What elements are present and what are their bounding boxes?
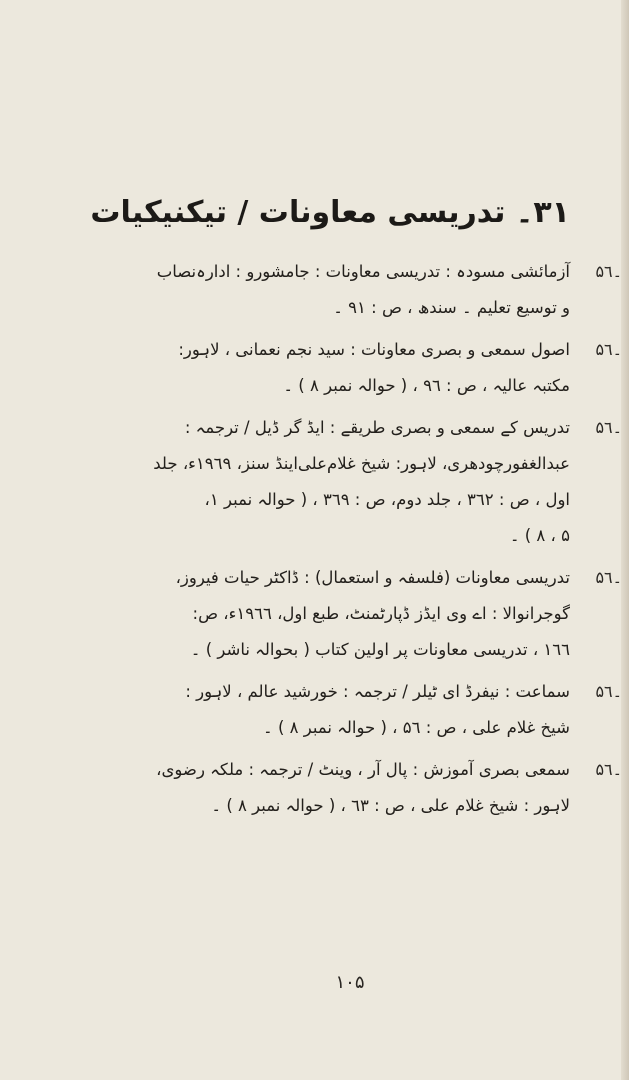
entry-text <box>60 254 570 326</box>
entry-number: ۔۵٦ <box>595 760 622 779</box>
bibliography-entry <box>60 410 622 554</box>
entry-line: مکتبہ عالیہ ، ص : ۹٦ ، ( حوالہ نمبر ۸ ) ۔ <box>283 376 570 395</box>
entry-number: ۔۵٦ <box>595 262 622 281</box>
bibliography-entry <box>60 674 622 746</box>
entry-line: تدریس کے سمعی و بصری طریقے : ایڈ گر ڈیل / ترجمہ : <box>184 418 570 437</box>
entry-line: سمعی بصری آموزش : پال آر ، وینٹ / ترجمہ : ملکہ رضوی، <box>156 760 570 779</box>
entry-number: ۔۵٦ <box>595 568 622 587</box>
entry-line: آزمائشی مسودہ : تدریسی معاونات : جامشورو : ادارہ‌نصاب <box>156 262 570 281</box>
page-number: ۱۰۵ <box>335 972 365 993</box>
entry-text <box>60 752 570 824</box>
entry-number: ۔۵٦ <box>595 682 622 701</box>
entry-line: لاہور : شیخ غلام علی ، ص : ٦۳ ، ( حوالہ نمبر ۸ ) ۔ <box>211 796 570 815</box>
bibliography-entry <box>60 254 622 326</box>
entry-text <box>60 560 570 668</box>
entry-line: و توسیع تعلیم ۔ سندھ ، ص : ۹۱ ۔ <box>333 298 570 317</box>
section-heading: ۳۱۔ تدریسی معاونات / تیکنیکیات <box>90 195 570 230</box>
entry-line: عبدالغفورچودھری، لاہور: شیخ غلام‌علی‌اینڈ سنز، ۱۹٦۹ء، جلد <box>153 454 570 473</box>
page-edge-shadow <box>621 0 629 1080</box>
entry-line: اصول سمعی و بصری معاونات : سید نجم نعمانی ، لاہور: <box>178 340 570 359</box>
bibliography-entry <box>60 560 622 668</box>
bibliography-entry <box>60 752 622 824</box>
entry-line: گوجرانوالا : اے وی ایڈز ڈپارٹمنٹ، طبع اول، ۱۹٦٦ء، ص: <box>192 604 570 623</box>
entry-line: سماعت : نیفرڈ ای ٹیلر / ترجمہ : خورشید عالم ، لاہور : <box>185 682 570 701</box>
bibliography-entry <box>60 332 622 404</box>
entry-line: ۵ ، ۸ ) ۔ <box>509 526 570 545</box>
entry-number: ۔۵٦ <box>595 418 622 437</box>
bibliography-list <box>60 254 622 830</box>
entry-text <box>60 410 570 554</box>
entry-line: شیخ غلام علی ، ص : ۵٦ ، ( حوالہ نمبر ۸ ) ۔ <box>263 718 570 737</box>
entry-text <box>60 674 570 746</box>
entry-text <box>60 332 570 404</box>
entry-number: ۔۵٦ <box>595 340 622 359</box>
entry-line: اول ، ص : ۳٦۲ ، جلد دوم، ص : ۳٦۹ ، ( حوالہ نمبر ۱، <box>204 490 570 509</box>
entry-line: تدریسی معاونات (فلسفہ و استعمال) : ڈاکٹر حیات فیروز، <box>175 568 570 587</box>
entry-line: ۱٦٦ ، تدریسی معاونات پر اولین کتاب ( بحوالہ ناشر ) ۔ <box>190 640 570 659</box>
